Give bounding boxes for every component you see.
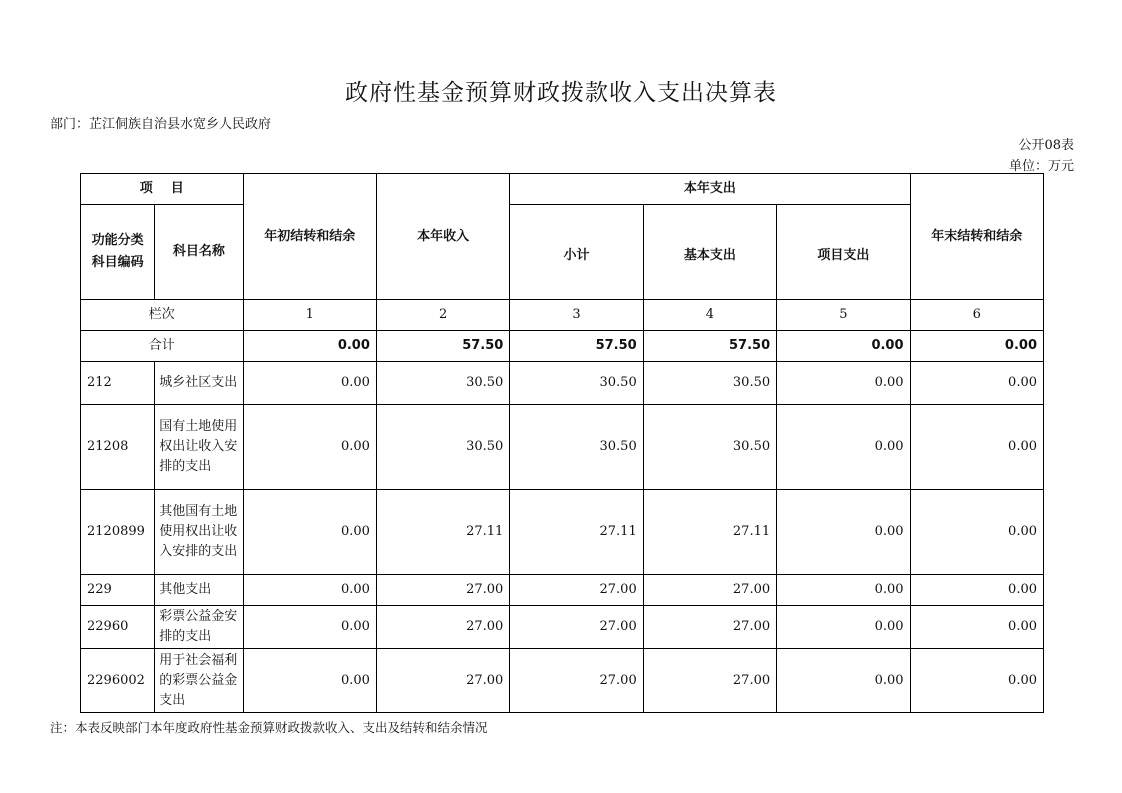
- total-label: 合计: [81, 331, 244, 362]
- header-current-expenditure: 本年支出: [510, 174, 910, 205]
- total-value: 0.00: [243, 331, 376, 362]
- header-project-expenditure: 项目支出: [777, 205, 910, 300]
- value-cell: 27.00: [643, 575, 776, 606]
- form-code: 公开08表: [1018, 138, 1074, 153]
- value-cell: 0.00: [910, 649, 1043, 713]
- value-cell: 27.00: [376, 649, 509, 713]
- subject-name-cell: 国有土地使用权出让收入安排的支出: [155, 405, 243, 490]
- header-beginning-balance: 年初结转和结余: [243, 174, 376, 300]
- total-value: 0.00: [777, 331, 910, 362]
- index-label: 栏次: [81, 300, 244, 331]
- value-cell: 30.50: [376, 362, 509, 405]
- header-current-income: 本年收入: [376, 174, 509, 300]
- value-cell: 27.00: [510, 575, 643, 606]
- header-func-code: 功能分类科目编码: [81, 205, 155, 300]
- value-cell: 0.00: [910, 405, 1043, 490]
- value-cell: 30.50: [510, 405, 643, 490]
- value-cell: 0.00: [910, 575, 1043, 606]
- value-cell: 0.00: [243, 649, 376, 713]
- func-code-cell: 22960: [81, 606, 155, 649]
- index-cell: 2: [376, 300, 509, 331]
- value-cell: 30.50: [510, 362, 643, 405]
- value-cell: 0.00: [243, 606, 376, 649]
- value-cell: 27.00: [643, 606, 776, 649]
- value-cell: 27.00: [376, 606, 509, 649]
- header-subtotal: 小计: [510, 205, 643, 300]
- func-code-cell: 212: [81, 362, 155, 405]
- value-cell: 27.00: [643, 649, 776, 713]
- value-cell: 27.11: [376, 490, 509, 575]
- value-cell: 27.11: [643, 490, 776, 575]
- table-row: [81, 649, 1044, 713]
- value-cell: 0.00: [777, 606, 910, 649]
- footnote: 注：本表反映部门本年度政府性基金预算财政拨款收入、支出及结转和结余情况: [50, 720, 488, 735]
- value-cell: 27.00: [510, 649, 643, 713]
- total-value: 57.50: [376, 331, 509, 362]
- total-value: 57.50: [510, 331, 643, 362]
- value-cell: 0.00: [243, 405, 376, 490]
- header-row-2: [81, 205, 1044, 300]
- value-cell: 30.50: [643, 362, 776, 405]
- value-cell: 0.00: [910, 490, 1043, 575]
- total-value: 0.00: [910, 331, 1043, 362]
- department-label: 部门：芷江侗族自治县水宽乡人民政府: [50, 117, 272, 132]
- func-code-cell: 2296002: [81, 649, 155, 713]
- total-row: [81, 331, 1044, 362]
- func-code-cell: 21208: [81, 405, 155, 490]
- value-cell: 0.00: [243, 362, 376, 405]
- header-project: 项 目: [81, 174, 244, 205]
- total-value: 57.50: [643, 331, 776, 362]
- unit-label: 单位：万元: [1008, 159, 1074, 174]
- value-cell: 0.00: [777, 490, 910, 575]
- header-row-1: [81, 174, 1044, 205]
- table-row: [81, 362, 1044, 405]
- value-cell: 0.00: [910, 606, 1043, 649]
- table-row: [81, 490, 1044, 575]
- value-cell: 27.00: [376, 575, 509, 606]
- value-cell: 0.00: [243, 575, 376, 606]
- subject-name-cell: 其他支出: [155, 575, 243, 606]
- subject-name-cell: 城乡社区支出: [155, 362, 243, 405]
- subject-name-cell: 用于社会福利的彩票公益金支出: [155, 649, 243, 713]
- value-cell: 0.00: [777, 649, 910, 713]
- table-row: [81, 575, 1044, 606]
- header-subject-name: 科目名称: [155, 205, 243, 300]
- value-cell: 0.00: [777, 575, 910, 606]
- func-code-cell: 229: [81, 575, 155, 606]
- value-cell: 30.50: [376, 405, 509, 490]
- value-cell: 27.11: [510, 490, 643, 575]
- value-cell: 0.00: [243, 490, 376, 575]
- index-cell: 4: [643, 300, 776, 331]
- value-cell: 0.00: [777, 405, 910, 490]
- header-ending-balance: 年末结转和结余: [910, 174, 1043, 300]
- index-cell: 1: [243, 300, 376, 331]
- index-row: [81, 300, 1044, 331]
- table-row: [81, 606, 1044, 649]
- value-cell: 0.00: [777, 362, 910, 405]
- index-cell: 5: [777, 300, 910, 331]
- index-cell: 3: [510, 300, 643, 331]
- func-code-cell: 2120899: [81, 490, 155, 575]
- value-cell: 0.00: [910, 362, 1043, 405]
- subject-name-cell: 彩票公益金安排的支出: [155, 606, 243, 649]
- subject-name-cell: 其他国有土地使用权出让收入安排的支出: [155, 490, 243, 575]
- budget-table: [80, 173, 1044, 713]
- page-title: 政府性基金预算财政拨款收入支出决算表: [345, 80, 777, 106]
- header-basic-expenditure: 基本支出: [643, 205, 776, 300]
- index-cell: 6: [910, 300, 1043, 331]
- value-cell: 27.00: [510, 606, 643, 649]
- value-cell: 30.50: [643, 405, 776, 490]
- table-row: [81, 405, 1044, 490]
